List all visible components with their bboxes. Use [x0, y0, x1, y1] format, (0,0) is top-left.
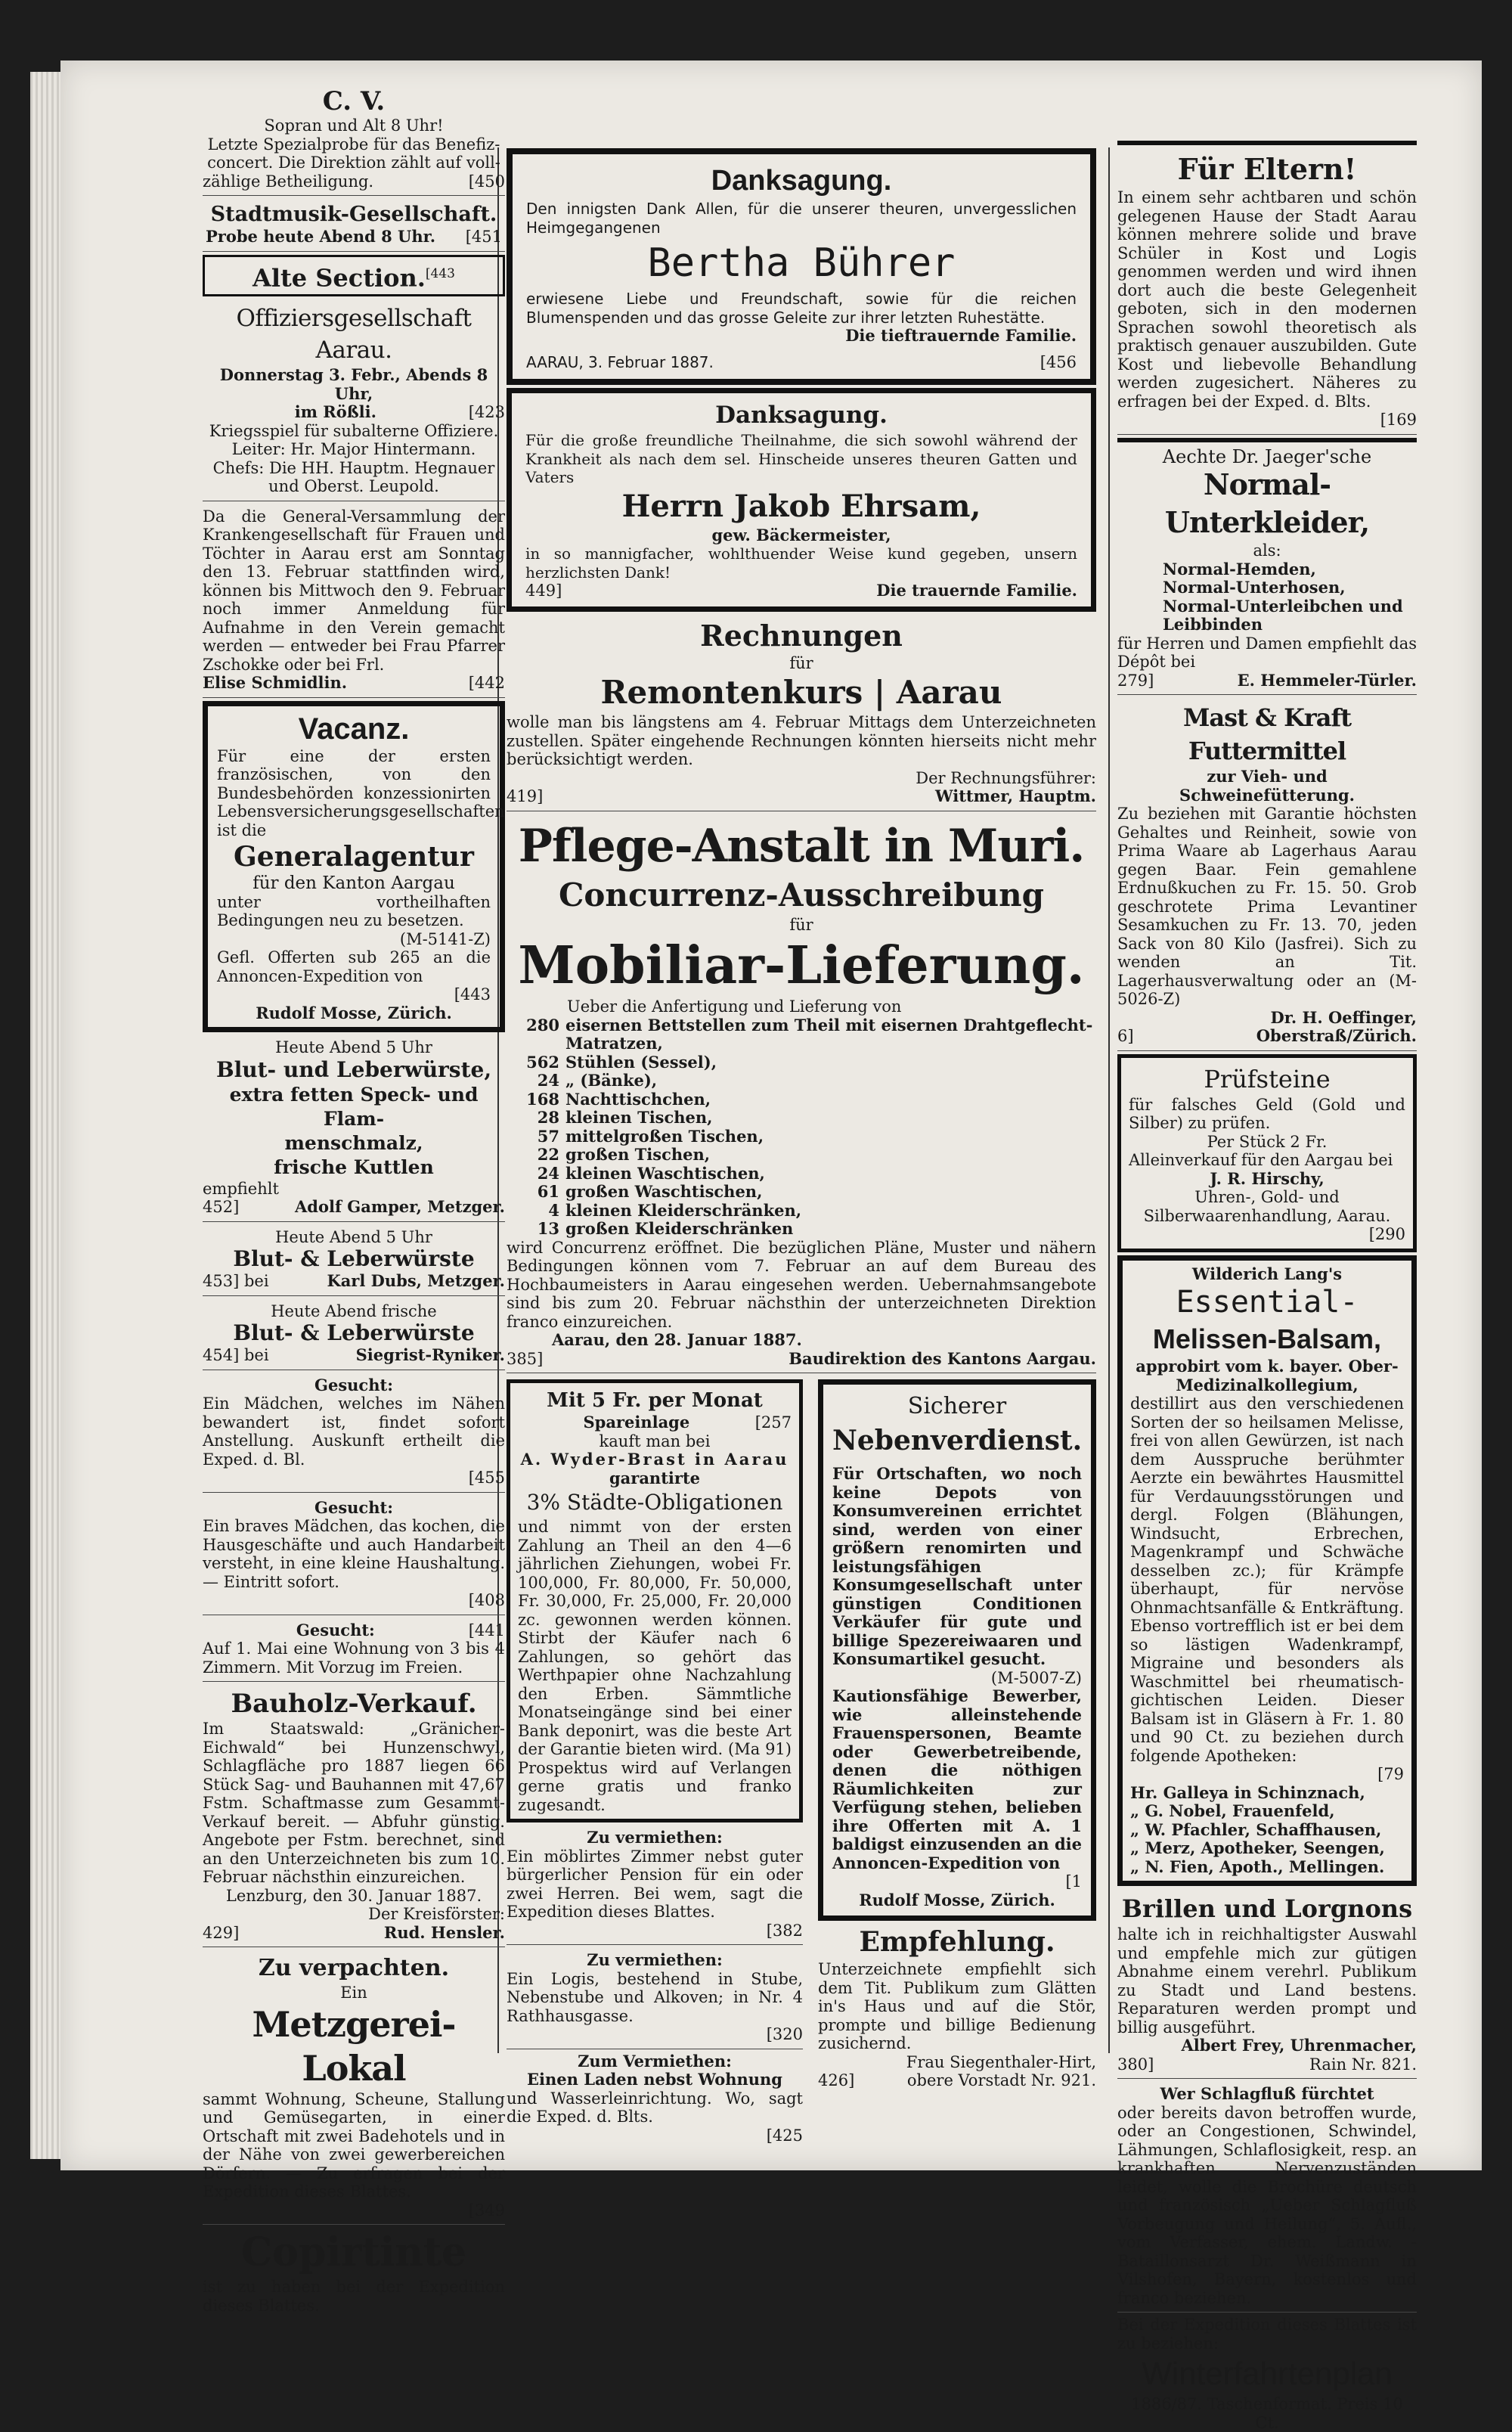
verm2-text: Ein Logis, bestehend in Stube, Nebenstube und Alkoven; in Nr. 4 Rathhausgasse. — [507, 1969, 803, 2025]
jaeger-item: Normal-Hemden, — [1163, 559, 1316, 579]
monat-line-2: kauft man bei — [599, 1432, 711, 1450]
ad-futtermittel — [1117, 698, 1417, 1051]
brillen-name: Albert Frey, Uhrenmacher, — [1181, 2036, 1417, 2055]
ad-danksagung-ehrsam — [507, 388, 1096, 612]
melissen-text: destillirt aus den verschiedenen Sorten der so heilsamen Melisse, frei von allen Gewürzen, ist nach dem Ausspruche berühmter Aerzte ein bewährtes Hausmittel für Verdauungsstörungen und dergl. Folgen (Blähungen, Windsucht, Erbrechen, Magenkrampf und Schwäche desselben zc.); für Krämpfe überhaupt, für nervöse Ohnmachtsanfälle & Entkräftung. Ebenso vortrefflich ist er bei dem so lästigen Wadenkrampf, Migraine und besonders als Waschmittel bei rheumatisch-gichtischen Leiden. Dieser Balsam ist in Gläsern à Fr. 1. 80 und 90 Ct. zu beziehen durch folgende Apotheken: — [1130, 1394, 1404, 1765]
col2-lower — [507, 1376, 1096, 2145]
jaeger-als: als: — [1253, 541, 1281, 560]
ad-brillen — [1117, 1889, 1417, 2079]
ges1-ref: [455 — [468, 1469, 505, 1487]
empf-text: Unterzeichnete empfiehlt sich dem Tit. Publikum zum Glätten in's Haus und auf die Stör, prompte und billige Bedienung zusichernd. — [818, 1960, 1096, 2052]
ad-bauholz — [203, 1685, 505, 1947]
pruef-text: für falsches Geld (Gold und Silber) zu prüfen. — [1129, 1095, 1405, 1132]
sicherer-text: Für Ortschaften, wo noch keine Depots von Konsumvereinen errichtet sind, werden von einer größern renomirten und leistungsfähigen Konsumgesellschaft unter günstigen Conditionen Verkäufer für gute und billige Spezereiwaaren und Konsumartikel gesucht. — [832, 1464, 1082, 1668]
melissen-title-2: Melissen-Balsam, — [1152, 1323, 1382, 1354]
bauholz-office: Der Kreisförster: — [368, 1905, 505, 1924]
ad-alte-section — [203, 255, 505, 297]
dank1-family: Die tieftrauernde Familie. — [845, 326, 1077, 345]
sicherer-title: Sicherer — [907, 1393, 1007, 1419]
dank2-text: Für die große freundliche Theilnahme, die sich sowohl während der Krankheit als nach dem sel. Hinscheide unseres theuren Gatten und Vaters — [525, 431, 1077, 486]
wurst1-line-2: extra fetten Speck- und Flam- — [229, 1083, 479, 1130]
ad-5-fr-monat — [507, 1379, 803, 1822]
pruef-name: J. R. Hirschy, — [1210, 1168, 1325, 1188]
ad-pruefsteine — [1117, 1054, 1417, 1252]
offiziers-line-1: Kriegsspiel für subalterne Offiziere. — [209, 421, 499, 440]
cv-line-1: Sopran und Alt 8 Uhr! — [264, 116, 444, 135]
empf-ref: 426] — [818, 2071, 855, 2089]
ad-gesucht-2 — [203, 1496, 505, 1615]
jaeger-title: Normal-Unterkleider, — [1164, 467, 1370, 539]
pflege-item-count: 168 — [526, 1089, 559, 1109]
ad-copirtinte — [203, 2228, 505, 2315]
wurst3-pre: Heute Abend frische — [271, 1301, 437, 1320]
verm3-title: Zum Vermiethen: — [578, 2051, 732, 2071]
pflege-item-text: Nachttischchen, — [565, 1089, 711, 1109]
monat-line-3: garantirte — [609, 1468, 701, 1487]
pflege-date: Aarau, den 28. Januar 1887. — [552, 1330, 802, 1349]
stadtmusik-line: Probe heute Abend 8 Uhr. — [206, 227, 436, 246]
pflege-item-text: kleinen Kleiderschränken, — [565, 1200, 802, 1220]
vacanz-big: Generalagentur — [233, 841, 475, 873]
pflege-item-count: 562 — [526, 1052, 559, 1072]
pflege-sub: Concurrenz-Ausschreibung — [558, 876, 1045, 914]
pflege-item-text: kleinen Waschtischen, — [565, 1163, 765, 1183]
empf-name: Frau Siegenthaler-Hirt, — [906, 2052, 1096, 2071]
offiziers-ref: [423 — [468, 403, 505, 422]
ad-vermiethen-1 — [507, 1826, 803, 1945]
futter-title: Mast & Kraft Futtermittel — [1182, 703, 1352, 765]
cv-line-2: Letzte Spezialprobe für das Benefiz- — [207, 135, 500, 154]
pflege-item-count: 280 — [526, 1015, 559, 1035]
futter-ref: 6] — [1117, 1027, 1134, 1045]
cv-line-3: concert. Die Direktion zählt auf voll- — [207, 154, 500, 172]
futter-sub: zur Vieh- und Schweinefütterung. — [1179, 767, 1355, 805]
wurst1-ref: 452] — [203, 1198, 240, 1217]
melissen-sub: approbirt vom k. bayer. Ober-Medizinalkollegium, — [1136, 1357, 1399, 1394]
rechnungen-text: wolle man bis längstens am 4. Februar Mittags dem Unterzeichneten zustellen. Später eingehende Rechnungen könnten hierseits nicht mehr berücksichtigt werden. — [507, 713, 1096, 768]
pflege-item-text: großen Tischen, — [565, 1145, 711, 1164]
schlag-title: Wer Schlagfluß fürchtet — [1160, 2084, 1374, 2103]
ges3-ref: [441 — [468, 1621, 505, 1639]
dank2-family: Die trauernde Familie. — [876, 581, 1077, 600]
ad-vermiethen-2 — [507, 1948, 803, 2049]
offiziers-line-2: Leiter: Hr. Major Hintermann. — [231, 440, 476, 459]
melissen-title-1: Essential- — [1176, 1285, 1359, 1320]
melissen-place: „ W. Pfachler, Schaffhausen, — [1130, 1819, 1382, 1839]
rechnungen-course: Remontenkurs | Aarau — [600, 674, 1002, 711]
ad-stadtmusik — [203, 199, 505, 252]
ges3-text: Auf 1. Mai eine Wohnung von 3 bis 4 Zimmern. Mit Vorzug im Freien. — [203, 1639, 505, 1677]
bauholz-name: Rud. Hensler. — [383, 1922, 505, 1942]
ad-rechnungen — [507, 615, 1096, 811]
wurst1-pre: Heute Abend 5 Uhr — [275, 1038, 432, 1057]
ad-sicherer-nebenverdienst — [818, 1379, 1096, 1921]
ad-empfehlung — [818, 1924, 1096, 2090]
pflege-item-text: großen Waschtischen, — [565, 1182, 763, 1201]
wurst1-line-4: frische Kuttlen — [274, 1156, 434, 1178]
verm3-text: und Wasserleinrichtung. Wo, sagt die Exped. d. Blts. — [507, 2089, 803, 2126]
pruef-addr: Uhren-, Gold- und Silberwaarenhandlung, Aarau. — [1143, 1188, 1391, 1225]
offiziers-date: Donnerstag 3. Febr., Abends 8 Uhr, — [219, 365, 488, 403]
pflege-item-count: 61 — [537, 1182, 559, 1201]
pflege-item-count: 28 — [537, 1108, 559, 1127]
column-2 — [507, 83, 1096, 2145]
eltern-title: Für Eltern! — [1177, 152, 1357, 186]
generalvers-name: Elise Schmidlin. — [203, 673, 348, 693]
melissen-place: „ Merz, Apotheker, Seengen, — [1130, 1838, 1385, 1857]
pflege-name: Baudirektion des Kantons Aargau. — [789, 1348, 1096, 1368]
col2-lower-left — [507, 1376, 803, 2145]
verm1-ref: [382 — [766, 1921, 803, 1940]
wurst2-ref: 453] — [203, 1272, 240, 1291]
verpachten-ein: Ein — [340, 1984, 367, 2002]
futter-addr: Oberstraß/Zürich. — [1256, 1026, 1417, 1045]
stadtmusik-ref: [451 — [465, 228, 502, 246]
col2-lower-right — [818, 1376, 1096, 2145]
ad-melissen-balsam — [1117, 1255, 1417, 1887]
pflege-title: Pflege-Anstalt in Muri. — [518, 819, 1085, 873]
verpachten-big: Metzgerei-Lokal — [252, 2003, 456, 2089]
alte-title: Alte Section. — [253, 263, 426, 293]
pflege-fur: für — [789, 915, 813, 934]
sicherer-text2: Kautionsfähige Bewerber, wie alleinstehende Frauenspersonen, Beamte oder Gewerbetreibende, denen die nöthigen Räumlichkeiten zur Verfügung stehen, belieben ihre Offerten mit A. 1 baldigst einzusenden an die Annoncen-Expedition von — [832, 1686, 1082, 1872]
dank1-ref: [456 — [1040, 352, 1077, 371]
jaeger-text: für Herren und Damen empfiehlt das Dépôt bei — [1117, 634, 1417, 671]
empf-addr: obere Vorstadt Nr. 921. — [906, 2071, 1096, 2089]
melissen-ref: [79 — [1377, 1765, 1404, 1783]
jaeger-pre: Aechte Dr. Jaeger'sche — [1162, 445, 1372, 467]
wurst1-name: Adolf Gamper, Metzger. — [295, 1197, 505, 1217]
ad-wurst-dubs — [203, 1225, 505, 1296]
pflege-item-count: 22 — [537, 1145, 559, 1164]
pflege-item-text: großen Kleiderschränken — [565, 1219, 794, 1238]
copir-text: ist zu haben bei der Expedition dieses Blattes. — [203, 2278, 505, 2315]
monat-ref: [257 — [754, 1413, 792, 1432]
offiziers-title: Offiziersgesellschaft Aarau. — [236, 305, 472, 364]
verpachten-ref: [349 — [468, 2201, 505, 2220]
verm1-title: Zu vermiethen: — [587, 1828, 723, 1847]
bauholz-date: Lenzburg, den 30. Januar 1887. — [225, 1886, 482, 1905]
column-rule-2 — [1108, 147, 1110, 2053]
dank2-role: gew. Bäckermeister, — [711, 525, 891, 544]
ges3-title: Gesucht: — [296, 1620, 375, 1639]
dank1-date: AARAU, 3. Februar 1887. — [526, 352, 714, 371]
brillen-text: halte ich in reichhaltigster Auswahl und empfehle mich zur gütigen Abnahme einem verehrl. Publikum zu Stadt und Land bestens. Reparaturen werden prompt und billig ausgeführt. — [1117, 1925, 1417, 2036]
ad-offiziers — [203, 299, 505, 501]
vacanz-sub: für den Kanton Aargau — [253, 873, 455, 894]
alte-ref: [443 — [425, 265, 455, 281]
schlag-text: oder bereits davon betroffen wurde, oder an Congestionen, Schwindel, Lähmungen, Schlaflosigkeit, resp. an krankhaften Nervenzuständen leidet, wolle die Brochüre deutsch und französisch „Ueber Schlagfluß Vorbeugung und Heilung“, 5. Aufl., vom Verfasser, ehem. Landw. - Bataillonsarzt Dr. Weißmann in Vilshofen, Bayern, kostenlos und franco beziehen. — [1117, 2103, 1417, 2307]
rechnungen-title: Rechnungen — [700, 618, 903, 653]
pflege-ref: 385] — [507, 1349, 544, 1368]
futter-text: Zu beziehen mit Garantie höchsten Gehaltes und Reinheit, sowie von Prima Waare ab Lagerhaus Aarau gegen Baar. Fein gemahlene Erdnußkuchen zu Fr. 15. 50. Grob geschrotete Prima Levantiner Sesamkuchen zu Fr. 13. 70, jeden Sack von 80 Kilo (Jasfrei). Sich zu wenden an Tit. Lagerhausverwaltung oder an (M-5026-Z) — [1117, 805, 1417, 1008]
ad-wurst-siegrist — [203, 1299, 505, 1370]
pflege-item-count: 24 — [537, 1163, 559, 1183]
rechnungen-name: Wittmer, Hauptm. — [935, 786, 1096, 805]
ad-schlagfluss — [1117, 2082, 1417, 2313]
pflege-item-count: 24 — [537, 1071, 559, 1090]
cv-line-4: zählige Betheiligung. — [203, 172, 374, 191]
offiziers-place: im Rößli. — [294, 402, 376, 422]
monat-firm: A. Wyder-Brast in Aarau — [520, 1450, 789, 1469]
ges2-title: Gesucht: — [314, 1497, 393, 1517]
jaeger-ref: 279] — [1117, 671, 1154, 690]
pflege-item-count: 4 — [548, 1200, 559, 1220]
jaeger-item: Normal-Unterleibchen und Leibbinden — [1163, 596, 1403, 634]
cv-ref: [450 — [468, 172, 505, 191]
ges1-text: Ein Mädchen, welches im Nähen bewandert ist, findet sofort Anstellung. Auskunft ertheilt die Exped. d. Bl. — [203, 1394, 505, 1469]
wurst2-pre: Heute Abend 5 Uhr — [275, 1227, 432, 1246]
sicherer-firm: Rudolf Mosse, Zürich. — [859, 1890, 1055, 1909]
ad-winterfahrtenplan — [1117, 2316, 1417, 2432]
monat-title: Mit 5 Fr. per Monat — [547, 1389, 763, 1412]
dank1-text: Den innigsten Dank Allen, für die unserer theuren, unvergesslichen Heimgegangenen — [526, 200, 1077, 237]
jaeger-name: E. Hemmeler-Türler. — [1237, 670, 1417, 690]
dank2-title: Danksagung. — [715, 402, 888, 429]
bauholz-text: Im Staatswald: „Gränicher-Eichwald“ bei Hunzenschwyl, Schlagfläche pro 1887 liegen 66 Stück Sag- und Bauhannen mit 47,67 Fstm. Schaftmasse zum Gesammt-Verkauf bereit. — Abfuhr günstig. Angebote per Fstm. berechnet, sind an den Unterzeichneten bis zum 10. Februar nächsthin einzureichen. — [203, 1720, 505, 1887]
verm2-ref: [320 — [766, 2025, 803, 2043]
ad-danksagung-buehrer — [507, 148, 1096, 385]
offiziers-line-3: Chefs: Die HH. Hauptm. Hegnauer — [212, 458, 495, 477]
dank1-title: Danksagung. — [711, 165, 892, 197]
pflege-intro: Ueber die Anfertigung und Lieferung von — [567, 997, 902, 1016]
verpachten-title: Zu verpachten. — [258, 1955, 450, 1982]
ad-verpachten — [203, 1950, 505, 2225]
ad-wurst-gamper — [203, 1035, 505, 1222]
pflege-item-text: Stühlen (Sessel), — [565, 1052, 717, 1072]
eltern-ref: [169 — [1380, 411, 1417, 429]
bauholz-ref: 429] — [203, 1923, 240, 1942]
dank1-text2: erwiesene Liebe und Freundschaft, sowie für die reichen Blumenspenden und das grosse Geleite zur ihrer letzten Ruhestätte. — [526, 290, 1077, 327]
ad-jaeger — [1117, 445, 1417, 696]
monat-text: und nimmt von der ersten Zahlung an Theil an den 4—6 jährlichen Ziehungen, wobei Fr. 100,000, Fr. 80,000, Fr. 50,000, Fr. 30,000, Fr. 25,000, Fr. 20,000 zc. gewonnen werden können. Stirbt der Käufer nach 6 Zahlungen, so gehört das Werthpapier ohne Nachzahlung den Erben. Sämmtliche Monatseingänge sind bei einer Bank deponirt, was die beste Art der Garantie bieten wird. (Ma 91) Prospektus wird auf Verlangen gerne gratis und franko zugesandt. — [518, 1518, 792, 1814]
brillen-title: Brillen und Lorgnons — [1121, 1894, 1413, 1923]
pflege-item-text: eisernen Bettstellen zum Theil mit eisernen Drahtgeflecht-Matratzen, — [565, 1015, 1093, 1053]
dank2-name: Herrn Jakob Ehrsam, — [621, 488, 981, 524]
pflege-items — [507, 1016, 1096, 1239]
wurst2-name: Karl Dubs, Metzger. — [327, 1271, 505, 1291]
ges2-text: Ein braves Mädchen, das kochen, die Hausgeschäfte und auch Handarbeit versteht, in eine kleine Haushaltung. — Eintritt sofort. — [203, 1517, 505, 1591]
sicherer-code: (M-5007-Z) — [990, 1668, 1082, 1687]
wurst1-line-3: menschmalz, — [284, 1131, 423, 1154]
verpachten-text: sammt Wohnung, Scheune, Stallung und Gemüsegarten, in einer Ortschaft mit zwei Badehotels und in der Nähe von zwei gewerbereichen Dörfern. — Zu erfragen bei der Expedition dieses Blattes. — [203, 2089, 505, 2201]
pflege-item-text: „ (Bänke), — [565, 1071, 658, 1090]
brillen-ref: 380] — [1117, 2055, 1154, 2074]
rule — [1117, 438, 1417, 442]
empf-title: Empfehlung. — [859, 1926, 1055, 1958]
pflege-item-text: mittelgroßen Tischen, — [565, 1126, 764, 1146]
ad-gesucht-3 — [203, 1618, 505, 1683]
sicherer-big: Nebenverdienst. — [832, 1425, 1083, 1456]
bauholz-title: Bauholz-Verkauf. — [231, 1689, 477, 1720]
ad-fuer-eltern — [1117, 147, 1417, 435]
winter-pre: Bei der Expedition dieses Blattes ist zu beziehen: — [1117, 2316, 1417, 2353]
ad-pflege-anstalt — [507, 814, 1096, 1374]
offiziers-line-4: und Oberst. Leupold. — [268, 477, 439, 496]
cv-title: C. V. — [322, 86, 386, 116]
melissen-place: „ N. Fien, Apoth., Mellingen. — [1130, 1857, 1385, 1876]
ges1-title: Gesucht: — [314, 1375, 393, 1394]
pruef-title: Prüfsteine — [1204, 1064, 1331, 1093]
vacanz-ref: [443 — [454, 985, 491, 1004]
verm3-sub: Einen Laden nebst Wohnung — [527, 2070, 782, 2089]
vacanz-title: Vacanz. — [298, 712, 410, 746]
wurst3-name: Siegrist-Ryniker. — [355, 1345, 505, 1365]
dank2-ref: 449] — [525, 582, 562, 600]
verm3-ref: [425 — [766, 2126, 803, 2145]
winter-title: Winterfahrtenplan — [1142, 2356, 1393, 2391]
pflege-text: wird Concurrenz eröffnet. Die bezüglichen Pläne, Muster und nähern Bedingungen können vom 7. Februar an auf dem Bureau des Hochbaumeisters in Aarau eingesehen werden. Uebernahmsangebote sind bis zum 20. Februar nächsthin der unterzeichneten Direktion franco einzureichen. — [507, 1238, 1096, 1331]
column-1 — [203, 83, 505, 2315]
verm1-text: Ein möblirtes Zimmer nebst guter bürgerlicher Pension für ein oder zwei Herren. Bei wem, sagt die Expedition dieses Blattes. — [507, 1847, 803, 1921]
vacanz-code: (M-5141-Z) — [399, 929, 491, 948]
rule — [1117, 141, 1417, 145]
monat-line-1: Spareinlage — [583, 1413, 690, 1432]
generalvers-text: Da die General-Versammlung der Krankengesellschaft für Frauen und Töchter in Aarau erst am Sonntag den 13. Februar stattfinden wird, können bis Mittwoch den 9. Februar noch immer Anmeldung für Aufnahme in den Verein gemacht werden — entweder bei Frau Pfarrer Zschokke oder bei Frl. — [203, 507, 505, 674]
wurst2-bei: bei — [243, 1272, 269, 1291]
wurst1-rec: empfiehlt — [203, 1179, 279, 1198]
dank2-text2: in so mannigfacher, wohlthuender Weise kund gegeben, unsern herzlichsten Dank! — [525, 544, 1077, 582]
pruef-ref: [290 — [1368, 1225, 1405, 1243]
pflege-item-count: 13 — [537, 1219, 559, 1238]
ad-vermiethen-3 — [507, 2052, 803, 2145]
vacanz-intro: Für eine der ersten französischen, von den Bundesbehörden konzessionirten Lebensversicherungsgesellschaften ist die — [217, 746, 505, 839]
melissen-place: Hr. Galleya in Schinznach, — [1130, 1782, 1365, 1802]
pflege-item-text: kleinen Tischen, — [565, 1108, 713, 1127]
ges2-ref: [408 — [468, 1591, 505, 1610]
verm2-title: Zu vermiethen: — [587, 1950, 723, 1969]
pflege-item-count: 57 — [537, 1126, 559, 1146]
eltern-text: In einem sehr achtbaren und schön gelegenen Hause der Stadt Aarau können mehrere solide und brave Schüler in Kost und Logis genommen werden und wird ihnen dort auch die beste Gelegenheit geboten, sich in den modernen Sprachen sowohl theoretisch als praktisch genauer auszubilden. Gute Kost und liebevolle Behandlung werden zugesichert. Näheres zu erfragen bei der Exped. d. Blts. — [1117, 188, 1417, 411]
sicherer-ref: [1 — [1065, 1872, 1082, 1891]
rechnungen-office: Der Rechnungsführer: — [916, 768, 1096, 787]
vacanz-text: unter vortheilhaften Bedingungen neu zu besetzen. — [217, 892, 491, 930]
vacanz-text2: Gefl. Offerten sub 265 an die Annoncen-Expedition von — [217, 948, 491, 985]
wurst3-ref: 454] — [203, 1346, 240, 1365]
monat-big: 3% Städte-Obligationen — [526, 1490, 783, 1515]
wurst3-bei: bei — [243, 1346, 269, 1365]
rechnungen-fur: für — [789, 653, 813, 672]
ad-cv — [203, 83, 505, 196]
dank1-name: Bertha Bührer — [647, 240, 956, 286]
ad-gesucht-1 — [203, 1373, 505, 1493]
column-3 — [1117, 83, 1417, 2432]
melissen-pre: Wilderich Lang's — [1191, 1264, 1343, 1283]
rechnungen-ref: 419] — [507, 787, 544, 805]
pflege-big: Mobiliar-Lieferung. — [518, 935, 1085, 996]
copir-title: Copirtinte — [240, 2229, 467, 2276]
winter-line: 1886/87. Taschenformat. Preis 10 Ct. — [1131, 2395, 1403, 2432]
futter-name: Dr. H. Oeffinger, — [1270, 1007, 1417, 1027]
stadtmusik-title: Stadtmusik-Gesellschaft. — [210, 203, 497, 226]
wurst3-title: Blut- & Leberwürste — [233, 1320, 475, 1346]
pruef-text2: Alleinverkauf für den Aargau bei — [1129, 1151, 1393, 1169]
jaeger-item: Normal-Unterhosen, — [1163, 578, 1346, 597]
ad-generalversammlung — [203, 504, 505, 698]
ad-vacanz — [203, 701, 505, 1033]
wurst1-title: Blut- und Leberwürste, — [215, 1056, 492, 1082]
wurst2-title: Blut- & Leberwürste — [233, 1246, 475, 1272]
vacanz-firm: Rudolf Mosse, Zürich. — [256, 1003, 452, 1022]
pruef-price: Per Stück 2 Fr. — [1207, 1132, 1328, 1151]
generalvers-ref: [442 — [468, 674, 505, 693]
brillen-addr: Rain Nr. 821. — [1309, 2055, 1417, 2074]
melissen-place: „ G. Nobel, Frauenfeld, — [1130, 1801, 1335, 1820]
